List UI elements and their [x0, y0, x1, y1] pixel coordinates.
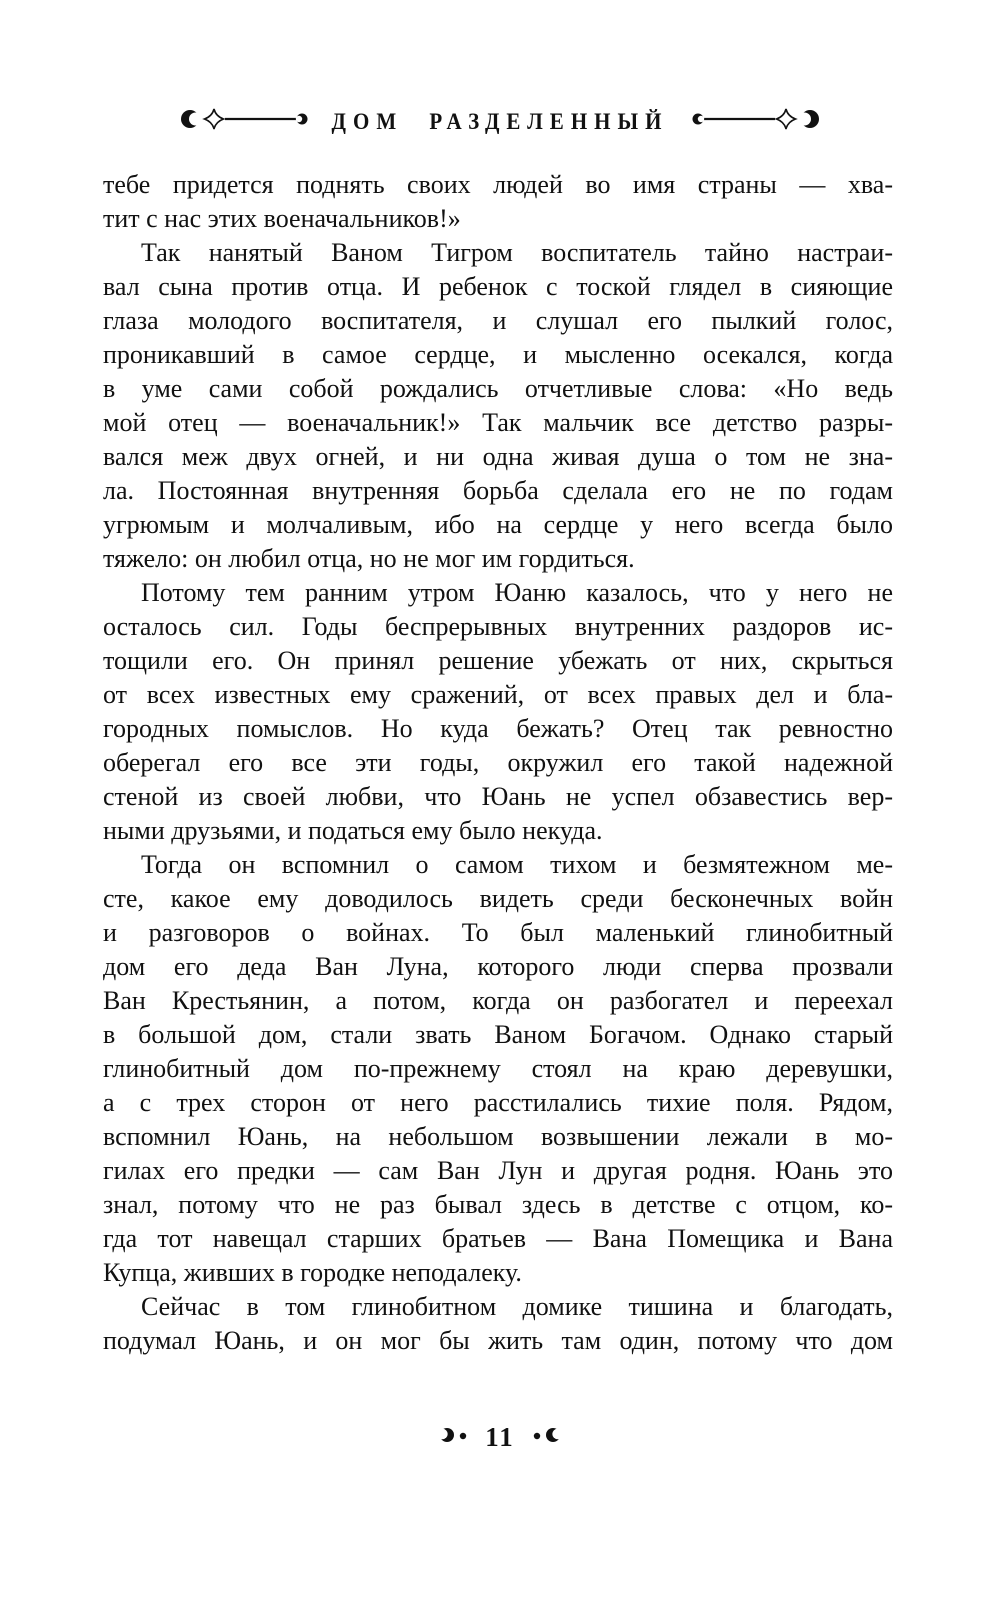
text-line: подумал Юань, и он мог бы жить там один, потому что дом: [103, 1326, 893, 1355]
text-line: Потому тем ранним утром Юаню казалось, что у него не: [141, 578, 893, 607]
text-line: дом его деда Ван Луна, которого люди сперва прозвали: [103, 952, 893, 981]
text-line: и разговоров о войнах. То был маленький глинобитный: [103, 918, 893, 947]
page-body: [103, 168, 893, 1358]
paragraph: [103, 168, 893, 236]
text-line: Тогда он вспомнил о самом тихом и безмятежном ме-: [141, 850, 893, 879]
text-line: Так нанятый Ваном Тигром воспитатель тайно настраи-: [141, 238, 893, 267]
text-line: глаза молодого воспитателя, и слушал его пылкий голос,: [103, 306, 893, 335]
text-line: мой отец — военачальник!» Так мальчик все детство разры-: [103, 408, 893, 437]
header-flourish-right-icon: [688, 106, 820, 137]
text-line: а с трех сторон от него расстилались тихие поля. Рядом,: [103, 1088, 893, 1117]
text-line: тебе придется поднять своих людей во имя страны — хва-: [103, 170, 893, 199]
text-line: ными друзьями, и податься ему было некуда.: [103, 816, 603, 845]
running-header: [0, 106, 1000, 137]
text-line: осталось сил. Годы беспрерывных внутренних раздоров ис-: [103, 612, 893, 641]
text-line: сте, какое ему доводилось видеть среди бесконечных войн: [103, 884, 893, 913]
text-line: Ван Крестьянин, а потом, когда он разбогател и переехал: [103, 986, 893, 1015]
text-line: проникавший в самое сердце, и мысленно осекался, когда: [103, 340, 893, 369]
paragraph: [103, 236, 893, 576]
text-line: стеной из своей любви, что Юань не успел обзавестись вер-: [103, 782, 893, 811]
header-flourish-left-icon: [180, 106, 312, 137]
text-line: глинобитный дом по-прежнему стоял на краю деревушки,: [103, 1054, 893, 1083]
text-line: от всех известных ему сражений, от всех правых дел и бла-: [103, 680, 893, 709]
footer-ornament-left-icon: [437, 1426, 473, 1449]
paragraph: [103, 576, 893, 848]
paragraph: [103, 848, 893, 1290]
chapter-title: ДОМ РАЗДЕЛЕННЫЙ: [331, 107, 669, 135]
text-line: знал, потому что не раз бывал здесь в детстве с отцом, ко-: [103, 1190, 893, 1219]
text-line: угрюмым и молчаливым, ибо на сердце у него всегда было: [103, 510, 893, 539]
text-line: в большой дом, стали звать Ваном Богачом. Однако старый: [103, 1020, 893, 1049]
text-line: Сейчас в том глинобитном домике тишина и благодать,: [141, 1292, 893, 1321]
footer-ornament-right-icon: [527, 1426, 563, 1449]
text-line: тощили его. Он принял решение убежать от них, скрыться: [103, 646, 893, 675]
text-line: тяжело: он любил отца, но не мог им гордиться.: [103, 544, 635, 573]
text-line: Купца, живших в городке неподалеку.: [103, 1258, 522, 1287]
text-line: вался меж двух огней, и ни одна живая душа о том не зна-: [103, 442, 893, 471]
text-line: вспомнил Юань, на небольшом возвышении лежали в мо-: [103, 1122, 893, 1151]
text-line: тит с нас этих военачальников!»: [103, 204, 461, 233]
page-footer: [0, 1424, 1000, 1451]
paragraph: [103, 1290, 893, 1358]
text-line: гда тот навещал старших братьев — Вана Помещика и Вана: [103, 1224, 893, 1253]
text-line: ла. Постоянная внутренняя борьба сделала его не по годам: [103, 476, 893, 505]
text-line: гилах его предки — сам Ван Лун и другая родня. Юань это: [103, 1156, 893, 1185]
page-number: 11: [485, 1422, 515, 1452]
text-line: городных помыслов. Но куда бежать? Отец так ревностно: [103, 714, 893, 743]
text-line: в уме сами собой рождались отчетливые слова: «Но ведь: [103, 374, 893, 403]
text-line: вал сына против отца. И ребенок с тоской глядел в сияющие: [103, 272, 893, 301]
text-line: оберегал его все эти годы, окружил его такой надежной: [103, 748, 893, 777]
